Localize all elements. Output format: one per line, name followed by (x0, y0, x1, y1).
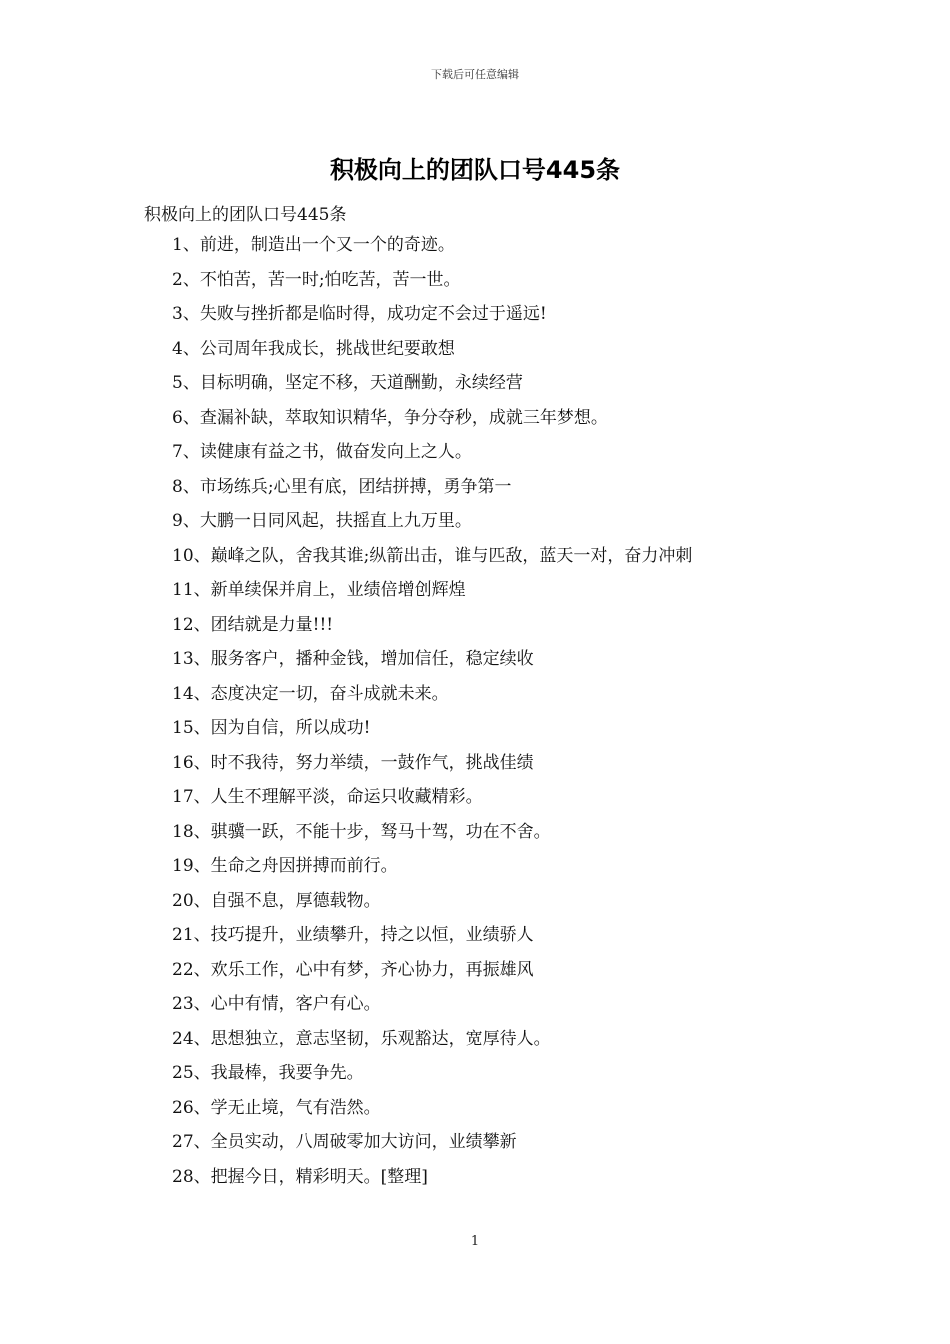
list-item: 11、新单续保并肩上，业绩倍增创辉煌 (172, 580, 466, 600)
list-item: 25、我最棒，我要争先。 (172, 1063, 364, 1083)
slogan-list (172, 232, 692, 1198)
list-item: 27、全员实动，八周破零加大访问，业绩攀新 (172, 1132, 517, 1152)
list-item: 15、因为自信，所以成功! (172, 718, 371, 738)
list-item: 20、自强不息，厚德载物。 (172, 890, 381, 911)
list-item: 24、思想独立，意志坚韧，乐观豁达，宽厚待人。 (172, 1028, 551, 1049)
list-item: 21、技巧提升，业绩攀升，持之以恒，业绩骄人 (172, 925, 534, 945)
list-item: 6、查漏补缺，萃取知识精华，争分夺秒，成就三年梦想。 (172, 407, 608, 428)
list-item: 23、心中有情，客户有心。 (172, 994, 381, 1014)
list-item: 19、生命之舟因拼搏而前行。 (172, 856, 398, 876)
list-item: 13、服务客户，播种金钱，增加信任，稳定续收 (172, 649, 534, 669)
list-item: 22、欢乐工作，心中有梦，齐心协力，再振雄风 (172, 959, 534, 980)
list-item: 7、读健康有益之书，做奋发向上之人。 (172, 442, 472, 462)
list-item: 10、巅峰之队，舍我其谁;纵箭出击，谁与匹敌，蓝天一对，奋力冲刺 (172, 545, 693, 566)
list-item: 1、前进，制造出一个又一个的奇迹。 (172, 235, 455, 255)
list-item: 16、时不我待，努力举绩，一鼓作气，挑战佳绩 (172, 752, 534, 773)
list-item: 18、骐骥一跃，不能十步，驽马十驾，功在不舍。 (172, 821, 551, 842)
list-item: 3、失败与挫折都是临时得，成功定不会过于遥远! (172, 304, 547, 324)
list-item: 14、态度决定一切，奋斗成就未来。 (172, 683, 449, 704)
page-header-note: 下载后可任意编辑 (431, 68, 519, 81)
list-item: 28、把握今日，精彩明天。[整理] (172, 1166, 428, 1187)
list-item: 4、公司周年我成长，挑战世纪要敢想 (172, 338, 455, 359)
page-number: 1 (470, 1234, 480, 1249)
document-subtitle: 积极向上的团队口号445条 (144, 205, 347, 225)
list-item: 2、不怕苦，苦一时;怕吃苦，苦一世。 (172, 269, 461, 290)
list-item: 9、大鹏一日同风起，扶摇直上九万里。 (172, 511, 472, 531)
list-item: 12、团结就是力量!!! (172, 614, 334, 635)
document-title: 积极向上的团队口号445条 (329, 156, 621, 184)
list-item: 8、市场练兵;心里有底，团结拼搏，勇争第一 (172, 476, 512, 497)
list-item: 17、人生不理解平淡，命运只收藏精彩。 (172, 787, 483, 807)
list-item: 26、学无止境，气有浩然。 (172, 1097, 381, 1118)
list-item: 5、目标明确，坚定不移，天道酬勤，永续经营 (172, 373, 523, 393)
